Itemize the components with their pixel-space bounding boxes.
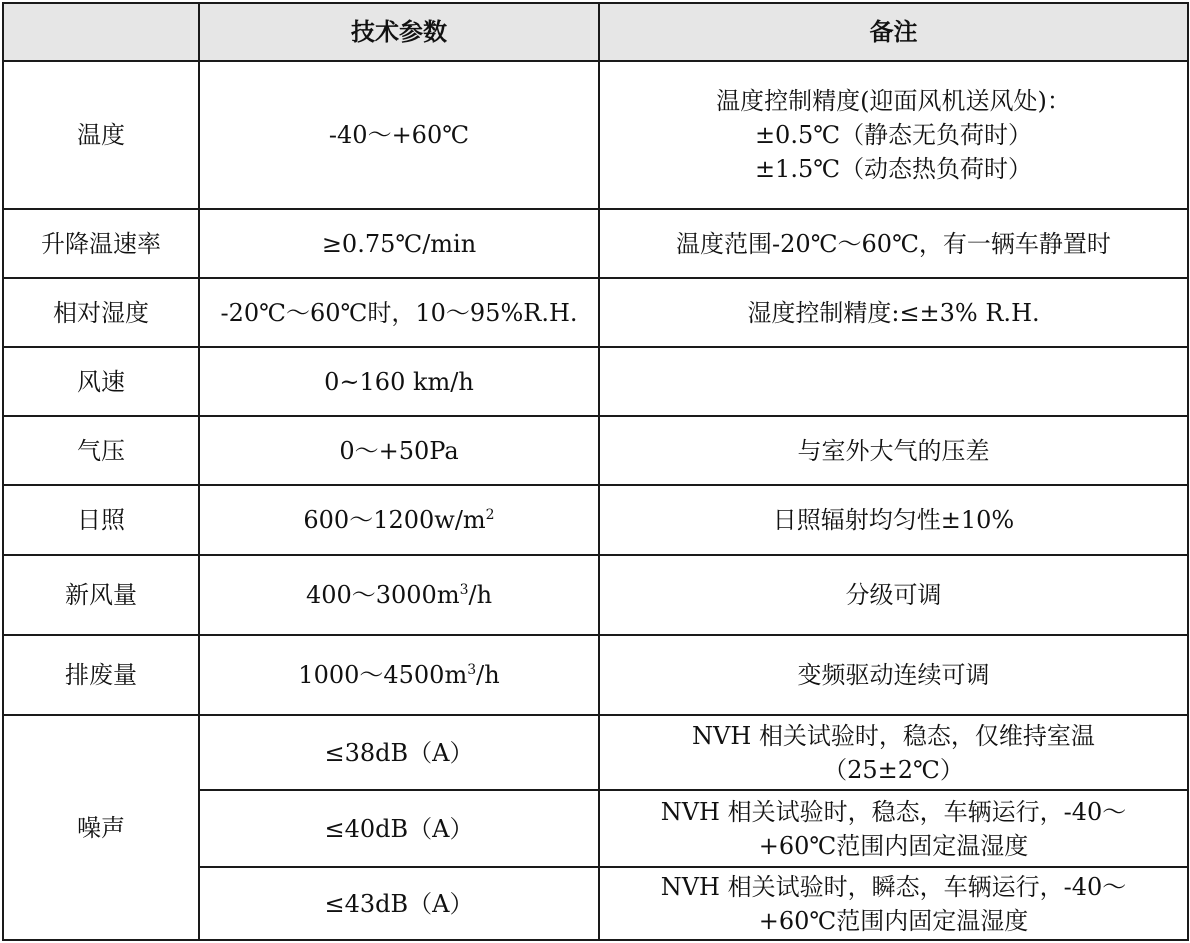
param-cell: 气压 — [3, 416, 199, 485]
table-row — [3, 715, 1188, 790]
spec-cell: -40～+60℃ — [199, 61, 599, 209]
spec-unit: /h — [468, 581, 493, 609]
note-cell — [599, 790, 1188, 867]
table-row — [3, 635, 1188, 715]
param-cell: 相对湿度 — [3, 278, 199, 347]
note-line: ±1.5℃（动态热负荷时） — [754, 155, 1033, 183]
spec-unit: /h — [476, 661, 500, 689]
table-row — [3, 416, 1188, 485]
note-cell — [599, 715, 1188, 790]
param-cell: 噪声 — [3, 715, 199, 940]
spec-cell: ≤43dB（A） — [199, 867, 599, 940]
spec-superscript: 2 — [485, 507, 495, 523]
table-row — [3, 555, 1188, 635]
note-cell: 日照辐射均匀性±10% — [599, 485, 1188, 555]
spec-cell: ≤40dB（A） — [199, 790, 599, 867]
note-line: +60℃范围内固定温湿度 — [758, 906, 1029, 935]
param-cell: 升降温速率 — [3, 209, 199, 278]
note-cell: 分级可调 — [599, 555, 1188, 635]
param-cell: 风速 — [3, 347, 199, 416]
spec-cell: ≤38dB（A） — [199, 715, 599, 790]
table-row — [3, 209, 1188, 278]
note-cell — [599, 867, 1188, 940]
table-row — [3, 278, 1188, 347]
table-row — [3, 61, 1188, 209]
note-line: NVH 相关试验时，稳态，仅维持室温 — [692, 721, 1095, 750]
header-param — [3, 3, 199, 61]
table-row — [3, 485, 1188, 555]
spec-cell: 0～+50Pa — [199, 416, 599, 485]
param-cell: 日照 — [3, 485, 199, 555]
note-line: （25±2℃） — [823, 755, 964, 784]
note-cell: 温度范围-20℃～60℃，有一辆车静置时 — [599, 209, 1188, 278]
header-spec: 技术参数 — [199, 3, 599, 61]
spec-cell: ≥0.75℃/min — [199, 209, 599, 278]
note-line: NVH 相关试验时，瞬态，车辆运行，-40～ — [660, 872, 1127, 901]
note-line: 温度控制精度(迎面风机送风处)： — [716, 87, 1071, 115]
note-cell: 与室外大气的压差 — [599, 416, 1188, 485]
note-cell — [599, 61, 1188, 209]
note-cell — [599, 347, 1188, 416]
spec-text: 1000～4500m — [298, 661, 468, 689]
param-cell: 排废量 — [3, 635, 199, 715]
table-row — [3, 347, 1188, 416]
spec-superscript: 3 — [459, 582, 469, 598]
note-line: +60℃范围内固定温湿度 — [758, 831, 1029, 860]
spec-text: 400～3000m — [305, 581, 460, 609]
note-cell: 湿度控制精度:≤±3% R.H. — [599, 278, 1188, 347]
spec-cell — [199, 555, 599, 635]
spec-cell — [199, 485, 599, 555]
note-line: ±0.5℃（静态无负荷时） — [754, 121, 1033, 149]
note-line: NVH 相关试验时，稳态，车辆运行，-40～ — [660, 797, 1127, 826]
param-cell: 温度 — [3, 61, 199, 209]
header-row — [3, 3, 1188, 61]
param-cell: 新风量 — [3, 555, 199, 635]
spec-text: 600～1200w/m — [303, 506, 486, 534]
header-note: 备注 — [599, 3, 1188, 61]
note-cell: 变频驱动连续可调 — [599, 635, 1188, 715]
spec-superscript: 3 — [467, 662, 477, 678]
spec-cell — [199, 635, 599, 715]
spec-table — [2, 2, 1189, 941]
spec-cell: -20℃～60℃时，10～95%R.H. — [199, 278, 599, 347]
spec-cell: 0~160 km/h — [199, 347, 599, 416]
